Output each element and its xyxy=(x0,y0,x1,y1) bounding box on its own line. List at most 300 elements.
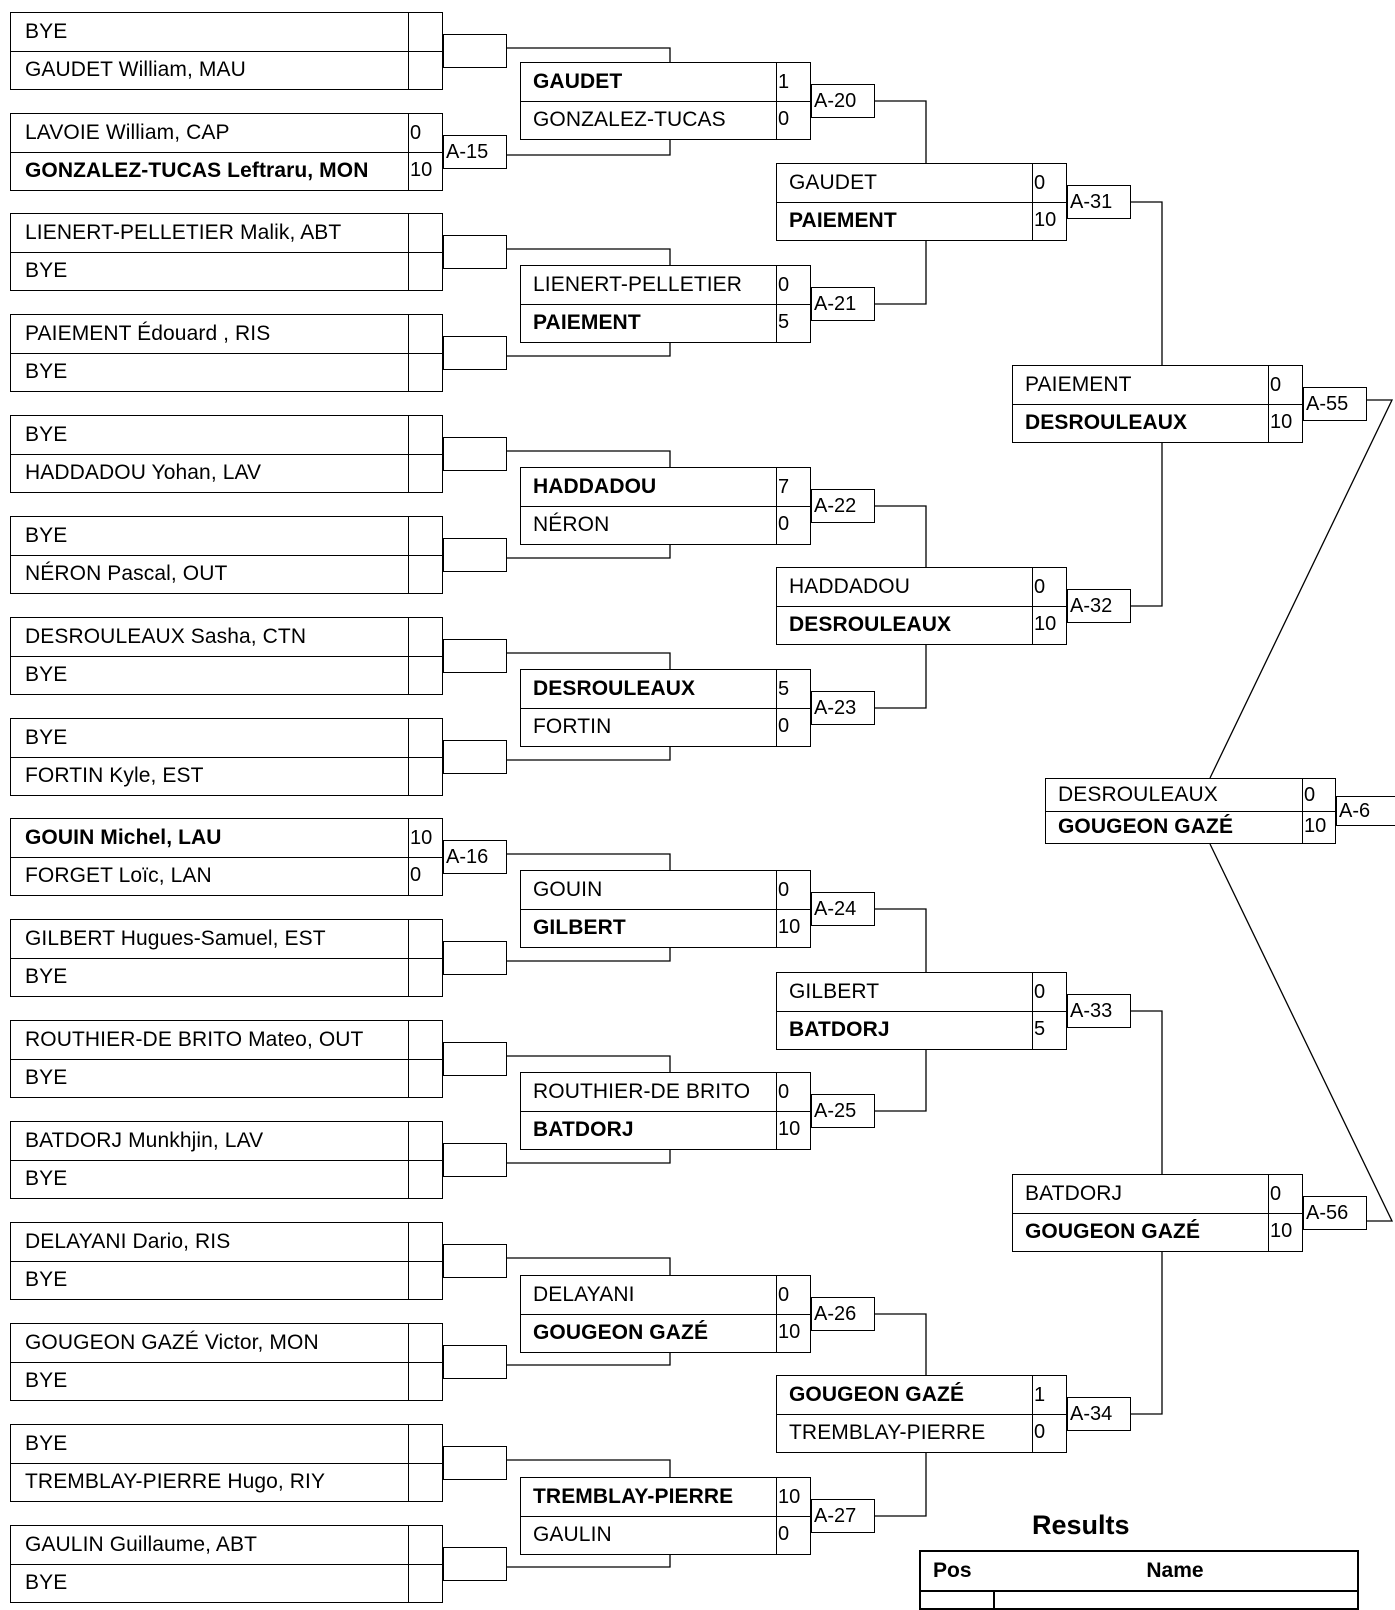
match-label: A-32 xyxy=(1067,589,1131,623)
entrant-name: DESROULEAUX xyxy=(789,612,952,636)
entrant-row-bottom xyxy=(11,1563,442,1602)
results-title: Results xyxy=(1032,1510,1130,1540)
score-value: 10 xyxy=(1034,209,1057,231)
entrant-row-top xyxy=(1046,779,1335,812)
score-value: 10 xyxy=(1270,1220,1293,1242)
score-cell xyxy=(408,151,442,190)
results-header xyxy=(921,1552,1357,1592)
entrant-name: TREMBLAY-PIERRE xyxy=(789,1420,986,1444)
entrant-name: DESROULEAUX Sasha, CTN xyxy=(25,625,307,648)
round2-match-8 xyxy=(520,1477,811,1555)
entrant-row-bottom xyxy=(521,1110,810,1149)
score-cell xyxy=(408,50,442,89)
entrant-name: DELAYANI xyxy=(533,1283,635,1306)
entrant-row-bottom xyxy=(521,505,810,544)
match-connector xyxy=(443,235,507,269)
entrant-row-top xyxy=(11,1324,442,1363)
round2-match-6 xyxy=(520,1072,811,1150)
entrant-row-top xyxy=(11,1526,442,1565)
entrant-name: BYE xyxy=(25,1166,68,1190)
round4-match-2 xyxy=(1012,1174,1303,1252)
round2-match-3 xyxy=(520,467,811,545)
match-connector xyxy=(443,639,507,673)
score-cell xyxy=(408,214,442,252)
match-connector xyxy=(443,1042,507,1076)
entrant-row-bottom xyxy=(521,1515,810,1554)
entrant-name: ROUTHIER-DE BRITO Mateo, OUT xyxy=(25,1028,364,1051)
score-cell xyxy=(776,1515,810,1554)
round1-match-12 xyxy=(10,1121,443,1199)
score-cell xyxy=(408,1058,442,1097)
entrant-row-top xyxy=(11,819,442,858)
score-value: 0 xyxy=(1270,1182,1282,1205)
score-value: 0 xyxy=(778,108,790,130)
entrant-name: HADDADOU xyxy=(533,475,657,498)
entrant-name: BYE xyxy=(25,1065,68,1089)
score-cell xyxy=(408,1122,442,1160)
match-connector xyxy=(443,1143,507,1177)
score-cell xyxy=(408,920,442,958)
match-label: A-22 xyxy=(811,489,875,523)
score-value: 10 xyxy=(1034,613,1057,635)
score-cell xyxy=(408,251,442,290)
entrant-name: TREMBLAY-PIERRE Hugo, RIY xyxy=(25,1469,326,1493)
score-value: 0 xyxy=(778,878,790,901)
score-cell xyxy=(408,756,442,795)
round1-match-8 xyxy=(10,718,443,796)
round1-match-14 xyxy=(10,1323,443,1401)
entrant-row-bottom xyxy=(11,1361,442,1400)
score-cell xyxy=(776,266,810,304)
score-cell xyxy=(776,63,810,101)
match-label: A-25 xyxy=(811,1094,875,1128)
entrant-row-bottom xyxy=(521,707,810,746)
connector-line xyxy=(1210,400,1392,778)
score-cell xyxy=(1032,973,1066,1011)
round1-match-15 xyxy=(10,1424,443,1502)
entrant-name: BATDORJ xyxy=(533,1117,634,1141)
score-cell xyxy=(1268,1175,1302,1213)
entrant-row-bottom xyxy=(11,856,442,895)
round4-match-1 xyxy=(1012,365,1303,443)
entrant-row-top xyxy=(11,1021,442,1060)
score-value: 0 xyxy=(1270,373,1282,396)
score-cell xyxy=(1268,403,1302,442)
entrant-row-bottom xyxy=(777,1010,1066,1049)
entrant-row-top xyxy=(521,1073,810,1112)
match-label: A-56 xyxy=(1303,1196,1367,1230)
entrant-name: GOUGEON GAZÉ xyxy=(789,1383,965,1406)
match-label: A-6 xyxy=(1336,796,1395,826)
score-value: 0 xyxy=(778,513,790,535)
score-cell xyxy=(776,100,810,139)
entrant-name: GAUDET William, MAU xyxy=(25,57,246,81)
entrant-name: GONZALEZ-TUCAS Leftraru, MON xyxy=(25,158,369,182)
score-value: 1 xyxy=(778,70,790,93)
entrant-name: GILBERT xyxy=(789,980,880,1003)
entrant-row-bottom xyxy=(777,605,1066,644)
score-value: 0 xyxy=(1034,1421,1046,1443)
round2-match-2 xyxy=(520,265,811,343)
match-connector xyxy=(443,1547,507,1581)
score-cell xyxy=(408,957,442,996)
score-cell xyxy=(776,871,810,909)
score-cell xyxy=(408,1159,442,1198)
entrant-name: FORTIN xyxy=(533,714,612,738)
entrant-name: GAULIN xyxy=(533,1522,612,1546)
match-label: A-24 xyxy=(811,892,875,926)
entrant-row-bottom xyxy=(11,352,442,391)
connector-line xyxy=(507,747,670,760)
score-cell xyxy=(776,1313,810,1352)
entrant-name: BATDORJ xyxy=(789,1017,890,1041)
connector-line xyxy=(875,101,926,163)
entrant-name: DESROULEAUX xyxy=(1025,410,1188,434)
entrant-row-bottom xyxy=(11,1058,442,1097)
entrant-name: BYE xyxy=(25,1432,68,1455)
entrant-name: BYE xyxy=(25,524,68,547)
entrant-row-bottom xyxy=(521,908,810,947)
connector-line xyxy=(1131,443,1162,606)
entrant-row-bottom xyxy=(777,201,1066,240)
entrant-name: GAUDET xyxy=(533,70,623,93)
match-label: A-55 xyxy=(1303,387,1367,421)
score-cell xyxy=(408,618,442,656)
match-label: A-16 xyxy=(443,840,507,874)
connector-line xyxy=(875,1453,926,1516)
match-connector xyxy=(443,1446,507,1480)
entrant-row-bottom xyxy=(521,100,810,139)
entrant-row-top xyxy=(777,973,1066,1012)
score-value: 10 xyxy=(778,1118,801,1140)
connector-line xyxy=(507,1150,670,1163)
connector-line xyxy=(507,1056,670,1072)
score-cell xyxy=(1032,164,1066,202)
entrant-name: GOUIN xyxy=(533,878,603,901)
connector-line xyxy=(507,948,670,961)
entrant-name: NÉRON xyxy=(533,512,610,536)
score-value: 0 xyxy=(1034,171,1046,194)
score-cell xyxy=(408,1361,442,1400)
score-cell xyxy=(408,1563,442,1602)
connector-line xyxy=(875,506,926,567)
match-label: A-33 xyxy=(1067,994,1131,1028)
score-value: 0 xyxy=(410,864,422,886)
round1-match-10 xyxy=(10,919,443,997)
round1-match-16 xyxy=(10,1525,443,1603)
round1-match-11 xyxy=(10,1020,443,1098)
entrant-row-top xyxy=(777,1376,1066,1415)
entrant-row-top xyxy=(521,1276,810,1315)
entrant-row-bottom xyxy=(11,453,442,492)
entrant-name: BYE xyxy=(25,1267,68,1291)
score-value: 10 xyxy=(1270,411,1293,433)
entrant-name: DESROULEAUX xyxy=(533,677,696,700)
score-cell xyxy=(776,707,810,746)
entrant-row-top xyxy=(1013,366,1302,405)
round1-match-7 xyxy=(10,617,443,695)
match-connector xyxy=(443,437,507,471)
score-value: 0 xyxy=(1034,980,1046,1003)
match-connector xyxy=(443,1345,507,1379)
score-cell xyxy=(1032,201,1066,240)
connector-line xyxy=(875,241,926,304)
score-cell xyxy=(408,13,442,51)
round5-match-1 xyxy=(1045,778,1336,844)
entrant-row-bottom xyxy=(1046,810,1335,843)
connector-line xyxy=(507,854,670,870)
score-cell xyxy=(408,114,442,152)
round3-match-2 xyxy=(776,567,1067,645)
entrant-row-top xyxy=(11,618,442,657)
connector-line xyxy=(507,48,670,62)
score-cell xyxy=(1302,810,1335,843)
entrant-name: BYE xyxy=(25,964,68,988)
score-cell xyxy=(408,1526,442,1564)
entrant-name: LIENERT-PELLETIER xyxy=(533,273,743,296)
score-cell xyxy=(408,655,442,694)
score-value: 10 xyxy=(778,916,801,938)
score-value: 0 xyxy=(778,715,790,737)
connector-line xyxy=(1131,1011,1162,1174)
score-value: 10 xyxy=(778,1485,801,1508)
score-cell xyxy=(408,819,442,857)
match-label: A-23 xyxy=(811,691,875,725)
connector-line xyxy=(507,451,670,467)
entrant-row-top xyxy=(521,670,810,709)
score-cell xyxy=(1268,1212,1302,1251)
score-cell xyxy=(408,1223,442,1261)
entrant-row-bottom xyxy=(777,1413,1066,1452)
entrant-row-bottom xyxy=(11,957,442,996)
entrant-row-top xyxy=(11,1122,442,1161)
round2-match-4 xyxy=(520,669,811,747)
entrant-row-top xyxy=(1013,1175,1302,1214)
score-cell xyxy=(1268,366,1302,404)
results-table xyxy=(919,1550,1359,1610)
round2-match-1 xyxy=(520,62,811,140)
match-label: A-15 xyxy=(443,135,507,169)
entrant-row-bottom xyxy=(11,251,442,290)
entrant-row-top xyxy=(11,1425,442,1464)
match-connector xyxy=(443,941,507,975)
entrant-name: FORTIN Kyle, EST xyxy=(25,763,204,787)
score-cell xyxy=(776,908,810,947)
score-cell xyxy=(408,517,442,555)
entrant-name: PAIEMENT xyxy=(1025,373,1132,396)
entrant-name: BATDORJ Munkhjin, LAV xyxy=(25,1129,264,1152)
score-value: 0 xyxy=(410,121,422,144)
entrant-name: DELAYANI Dario, RIS xyxy=(25,1230,231,1253)
entrant-name: GAULIN Guillaume, ABT xyxy=(25,1533,258,1556)
score-cell xyxy=(408,1260,442,1299)
entrant-row-top xyxy=(11,517,442,556)
entrant-row-top xyxy=(521,1478,810,1517)
entrant-row-bottom xyxy=(11,50,442,89)
entrant-name: LAVOIE William, CAP xyxy=(25,121,230,144)
entrant-row-top xyxy=(11,1223,442,1262)
score-cell xyxy=(1302,779,1335,811)
score-cell xyxy=(408,453,442,492)
entrant-row-bottom xyxy=(521,1313,810,1352)
connector-line xyxy=(1131,1252,1162,1414)
score-cell xyxy=(1032,1376,1066,1414)
round1-match-9 xyxy=(10,818,443,896)
score-value: 10 xyxy=(410,159,433,181)
connector-line xyxy=(507,249,670,265)
round3-match-1 xyxy=(776,163,1067,241)
score-cell xyxy=(1032,1413,1066,1452)
score-cell xyxy=(1032,605,1066,644)
entrant-name: BYE xyxy=(25,20,68,43)
entrant-row-bottom xyxy=(11,1159,442,1198)
match-label: A-26 xyxy=(811,1297,875,1331)
connector-line xyxy=(507,545,670,558)
entrant-name: PAIEMENT Édouard , RIS xyxy=(25,322,271,345)
score-cell xyxy=(776,303,810,342)
entrant-row-top xyxy=(11,719,442,758)
entrant-row-bottom xyxy=(11,756,442,795)
entrant-row-top xyxy=(11,315,442,354)
entrant-name: BYE xyxy=(25,1368,68,1392)
round1-match-5 xyxy=(10,415,443,493)
score-value: 0 xyxy=(1304,783,1316,806)
match-label: A-27 xyxy=(811,1499,875,1533)
entrant-name: HADDADOU xyxy=(789,575,910,598)
connector-line xyxy=(875,909,926,972)
score-cell xyxy=(776,670,810,708)
score-cell xyxy=(408,1462,442,1501)
entrant-name: HADDADOU Yohan, LAV xyxy=(25,460,262,484)
round2-match-5 xyxy=(520,870,811,948)
round3-match-4 xyxy=(776,1375,1067,1453)
match-label: A-21 xyxy=(811,287,875,321)
connector-line xyxy=(507,343,670,356)
entrant-row-bottom xyxy=(11,1462,442,1501)
score-cell xyxy=(408,352,442,391)
match-connector xyxy=(443,336,507,370)
match-label: A-31 xyxy=(1067,185,1131,219)
entrant-row-bottom xyxy=(11,655,442,694)
entrant-name: BYE xyxy=(25,258,68,282)
score-cell xyxy=(776,505,810,544)
entrant-name: GILBERT Hugues-Samuel, EST xyxy=(25,927,326,950)
score-value: 0 xyxy=(778,1283,790,1306)
entrant-row-top xyxy=(521,266,810,305)
entrant-name: GONZALEZ-TUCAS xyxy=(533,107,726,131)
match-label: A-20 xyxy=(811,84,875,118)
match-label: A-34 xyxy=(1067,1397,1131,1431)
entrant-name: TREMBLAY-PIERRE xyxy=(533,1485,734,1508)
entrant-row-bottom xyxy=(521,303,810,342)
score-cell xyxy=(408,554,442,593)
score-cell xyxy=(408,719,442,757)
connector-line xyxy=(507,140,670,155)
round2-match-7 xyxy=(520,1275,811,1353)
entrant-row-top xyxy=(11,13,442,52)
round1-match-4 xyxy=(10,314,443,392)
entrant-name: GOUGEON GAZÉ Victor, MON xyxy=(25,1331,319,1354)
connector-line xyxy=(875,1314,926,1375)
entrant-name: NÉRON Pascal, OUT xyxy=(25,561,228,585)
score-value: 5 xyxy=(778,677,790,700)
entrant-name: BYE xyxy=(25,662,68,686)
connector-line xyxy=(875,1050,926,1111)
connector-line xyxy=(507,1353,670,1365)
match-connector xyxy=(443,538,507,572)
entrant-name: BYE xyxy=(25,1570,68,1594)
connector-line xyxy=(1210,844,1392,1221)
connector-line xyxy=(507,1258,670,1275)
entrant-name: GAUDET xyxy=(789,171,878,194)
score-value: 10 xyxy=(778,1321,801,1343)
entrant-name: GILBERT xyxy=(533,915,626,939)
score-cell xyxy=(776,1110,810,1149)
round1-match-1 xyxy=(10,12,443,90)
entrant-row-bottom xyxy=(1013,1212,1302,1251)
entrant-row-top xyxy=(521,63,810,102)
results-pos-header: Pos xyxy=(933,1559,972,1582)
entrant-name: BATDORJ xyxy=(1025,1182,1123,1205)
round1-match-6 xyxy=(10,516,443,594)
score-cell xyxy=(408,856,442,895)
results-column-divider xyxy=(993,1590,995,1608)
match-connector xyxy=(443,34,507,68)
entrant-row-bottom xyxy=(1013,403,1302,442)
entrant-name: PAIEMENT xyxy=(789,208,897,232)
entrant-name: DESROULEAUX xyxy=(1058,783,1218,806)
match-connector xyxy=(443,1244,507,1278)
entrant-name: BYE xyxy=(25,726,68,749)
entrant-row-top xyxy=(11,416,442,455)
score-cell xyxy=(776,1276,810,1314)
match-connector xyxy=(443,740,507,774)
score-value: 1 xyxy=(1034,1383,1046,1406)
round3-match-3 xyxy=(776,972,1067,1050)
entrant-row-bottom xyxy=(11,1260,442,1299)
entrant-row-top xyxy=(11,214,442,253)
entrant-name: BYE xyxy=(25,423,68,446)
entrant-name: GOUIN Michel, LAU xyxy=(25,826,222,849)
round1-match-2 xyxy=(10,113,443,191)
round1-match-3 xyxy=(10,213,443,291)
entrant-row-bottom xyxy=(11,554,442,593)
score-value: 7 xyxy=(778,475,790,498)
connector-line xyxy=(507,653,670,669)
entrant-name: ROUTHIER-DE BRITO xyxy=(533,1080,751,1103)
score-value: 5 xyxy=(778,311,790,333)
score-value: 10 xyxy=(1304,815,1327,837)
entrant-row-top xyxy=(521,468,810,507)
entrant-row-top xyxy=(11,114,442,153)
score-value: 0 xyxy=(778,1080,790,1103)
connector-line xyxy=(507,1555,670,1567)
score-cell xyxy=(408,1021,442,1059)
entrant-row-top xyxy=(521,871,810,910)
connector-line xyxy=(875,645,926,708)
entrant-name: GOUGEON GAZÉ xyxy=(1025,1219,1201,1243)
score-value: 0 xyxy=(1034,575,1046,598)
score-value: 5 xyxy=(1034,1018,1046,1040)
score-value: 10 xyxy=(410,826,433,849)
score-cell xyxy=(408,416,442,454)
connector-line xyxy=(507,1460,670,1477)
score-cell xyxy=(776,1073,810,1111)
score-cell xyxy=(1032,568,1066,606)
score-value: 0 xyxy=(778,273,790,296)
entrant-name: PAIEMENT xyxy=(533,310,641,334)
entrant-name: FORGET Loïc, LAN xyxy=(25,863,212,887)
